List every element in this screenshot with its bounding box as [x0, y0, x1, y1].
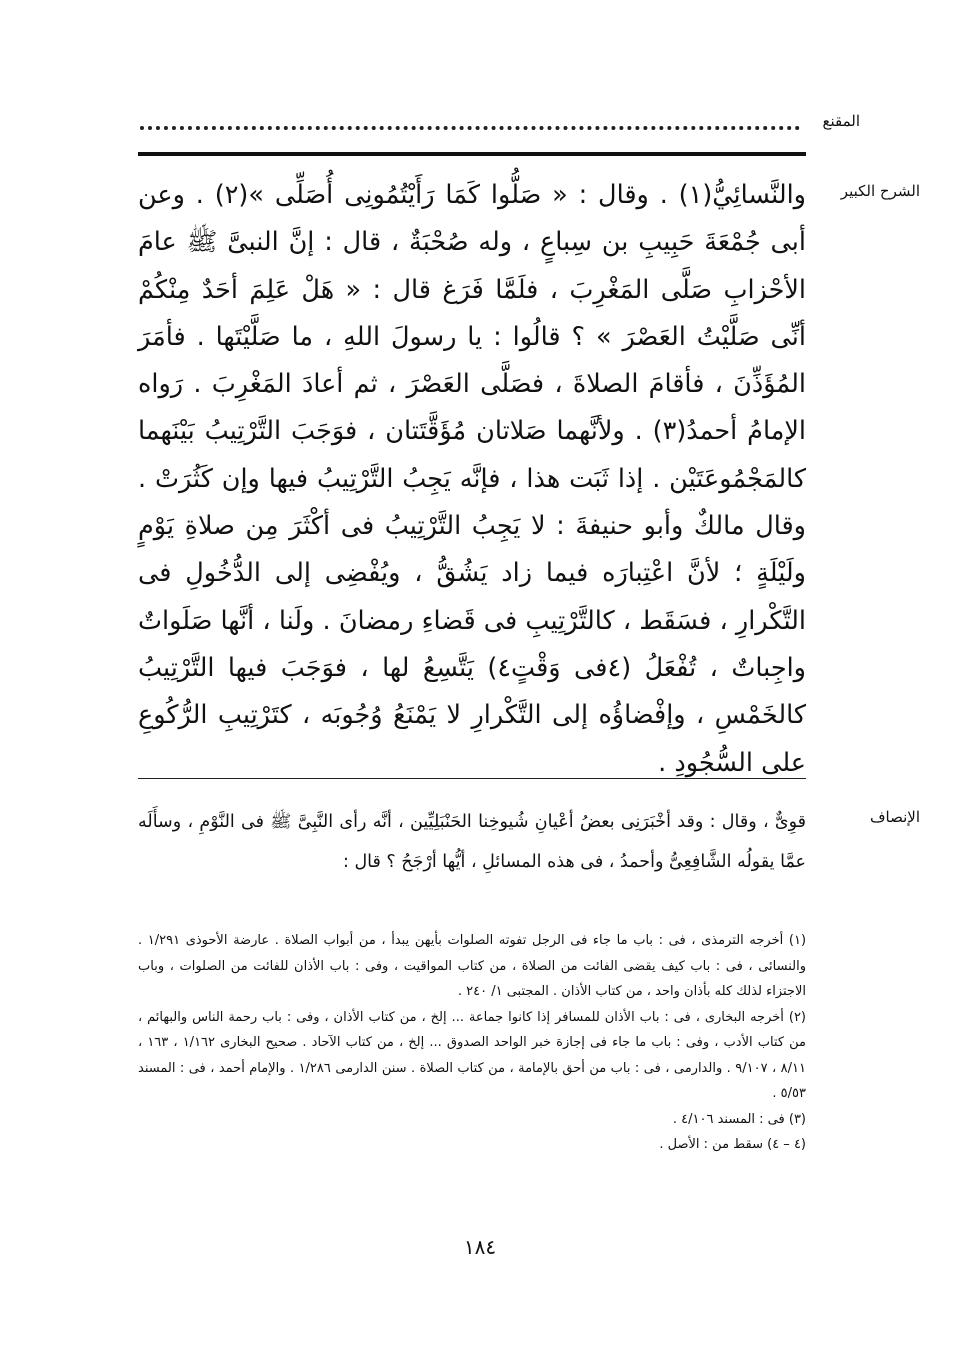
page-number: ١٨٤ — [463, 1235, 497, 1259]
header-rule — [138, 152, 806, 156]
margin-label-sharh: الشرح الكبير — [840, 182, 920, 200]
footnote-2: (٢) أخرجه البخارى ، فى : باب الأذان للمسافر إذا كانوا جماعة ... إلخ ، من كتاب الأذان ، وفى : باب رحمة الناس والبهائم ، من كتاب الأدب ، وفى : باب ما جاء فى إجازة خبر الواحد الصدوق ... إلخ ، من كتاب الآحاد . صحيح البخارى ١/١٦٢ ، ١٦٣ ، ٨/١١ ، ٩/١٠٧ . والدارمى ، فى : باب من أحق بالإمامة ، من كتاب الصلاة . سنن الدارمى ١/٢٨٦ . والإمام أحمد ، فى : المسند ٥/٥٣ . — [138, 1009, 807, 1101]
footnote-4: (٤ – ٤) سقط من : الأصل . — [659, 1137, 806, 1152]
main-commentary — [138, 172, 806, 787]
running-head — [140, 112, 860, 142]
footnote-3: (٣) فى : المسند ٤/١٠٦ . — [672, 1111, 806, 1127]
dotted-leader — [140, 118, 800, 130]
insaf-section — [138, 802, 806, 882]
footnote-1: (١) أخرجه الترمذى ، فى : باب ما جاء فى الرجل تفوته الصلوات بأيهن يبدأ ، من أبواب الصلاة . عارضة الأحوذى ١/٢٩١ . والنسائى ، فى : باب كيف يقضى الفائت من الصلاة ، من كتاب المواقيت ، وفى : باب الأذان للفائت من الصلوات ، وباب الاجتزاء لذلك كله بأذان واحد ، من كتاب الأذان . المجتبى ١/ ٢٤٠ . — [138, 933, 807, 999]
margin-label-insaf: الإنصاف — [869, 808, 920, 826]
running-title: المقنع — [822, 112, 860, 130]
commentary-paragraph: والنَّسائِيُّ(١) . وقال : « صَلُّوا كَمَا رَأَيْتُمُونِى أُصَلِّى »(٢) . وعن أبى جُمْعَةَ حَبِيبِ بن سِباعٍ ، وله صُحْبَةٌ ، قال : إنَّ النبىَّ ﷺ عامَ الأحْزابِ صَلَّى المَغْرِبَ ، فلَمَّا فَرَغ قال : « هَلْ عَلِمَ أحَدٌ مِنْكُمْ أنِّى صَلَّيْتُ العَصْرَ » ؟ قالُوا : يا رسولَ اللهِ ، ما صَلَّيْتَها . فأمَرَ المُؤَذِّنَ ، فأقامَ الصلاةَ ، فصَلَّى العَصْرَ ، ثم أعادَ المَغْرِبَ . رَواه الإمامُ أحمدُ(٣) . ولأنَّهما صَلاتان مُؤَقَّتَتان ، فوَجَبَ التَّرْتِيبُ بَيْنَهما كالمَجْمُوعَتَيْن . إذا ثَبَت هذا ، فإنَّه يَجِبُ التَّرْتِيبُ فيها وإن كَثُرَتْ . وقال مالكٌ وأبو حنيفةَ : لا يَجِبُ التَّرْتِيبُ فى أكْثَرَ مِن صلاةِ يَوْمٍ ولَيْلَةٍ ؛ لأنَّ اعْتِبارَه فيما زاد يَشُقُّ ، ويُفْضِى إلى الدُّخُولِ فى التَّكْرارِ ، فسَقَط ، كالتَّرْتِيبِ فى قَضاءِ رمضانَ . ولَنا ، أنَّها صَلَواتٌ واجِباتٌ ، تُفْعَلُ (٤فى وَقْتٍ٤) يَتَّسِعُ لها ، فوَجَبَ فيها التَّرْتِيبُ كالخَمْسِ ، وإفْضاؤُه إلى التَّكْرارِ لا يَمْنَعُ وُجُوبَه ، كتَرْتِيبِ الرُّكُوعِ على السُّجُودِ . — [138, 180, 807, 778]
section-divider — [138, 778, 806, 779]
insaf-paragraph: قوِىٌّ ، وقال : وقد أخْبَرَنِى بعضُ أعْيانِ شُيوخِنا الحَنْبَلِيِّين ، أنَّه رأى النَّبِىَّ ﷺ فى النَّوْمِ ، وسأَلَه عمَّا يقولُه الشَّافِعِىُّ وأحمدُ ، فى هذه المسائلِ ، أيُّها أرْجَحُ ؟ قال : — [138, 812, 806, 872]
footnotes — [138, 928, 806, 1158]
